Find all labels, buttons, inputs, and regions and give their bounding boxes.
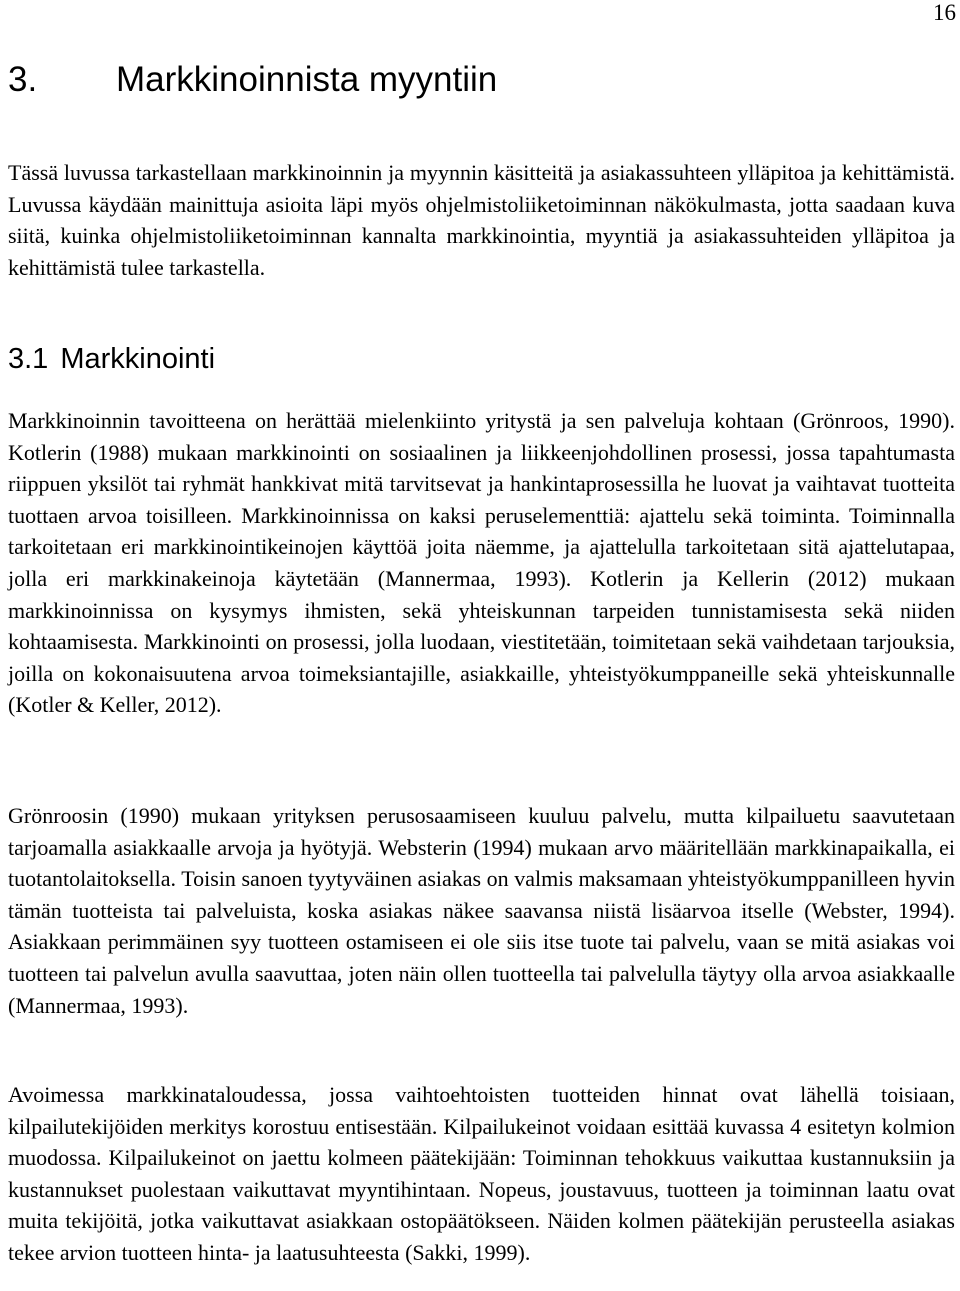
body-paragraph: Markkinoinnin tavoitteena on herättää mielenkiinto yritystä ja sen palveluja kohtaan (Grönroos, 1990). Kotlerin (1988) mukaan markkinointi on sosiaalinen ja liikkeenjohdollinen prosessi, jossa tapahtumasta riippuen yksilöt tai ryhmät hankkivat mitä tarvitsevat ja hankintaprosessilla he luovat ja vaihtavat tuotteita tuottaen arvoa toisilleen. Markkinoinnissa on kaksi peruselementtiä: ajattelu sekä toiminta. Toiminnalla tarkoitetaan eri markkinointikeinojen käyttöä joita näemme, ja ajattelulla tarkoitetaan sitä ajattelutapaa, jolla eri markkinakeinoja käytetään (Mannermaa, 1993). Kotlerin ja Kellerin (2012) mukaan markkinoinnissa on kysymys ihmisten, sekä yhteiskunnan tarpeiden tunnistamisesta sekä niiden kohtaamisesta. Markkinointi on prosessi, jolla luodaan, viestitetään, toimitetaan sekä vaihdetaan tarjouksia, joilla on kokonaisuutena arvoa toimeksiantajille, asiakkaille, yhteistyökumppaneille sekä yhteiskunnalle (Kotler & Keller, 2012). <box>8 408 955 718</box>
chapter-title: Markkinoinnista myyntiin <box>116 60 498 99</box>
intro-paragraph: Tässä luvussa tarkastellaan markkinoinnin ja myynnin käsitteitä ja asiakassuhteen ylläpitoa ja kehittämistä. Luvussa käydään mainittuja asioita läpi myös ohjelmistoliiketoiminnan näkökulmasta, jotta saadaan kuva siitä, kuinka ohjelmistoliiketoiminnan kannalta markkinointia, myyntiä ja asiakassuhteiden ylläpitoa ja kehittämistä tulee tarkastella. <box>8 160 955 280</box>
section-number: 3.1 <box>8 343 49 375</box>
page-number: 16 <box>933 0 956 25</box>
chapter-heading <box>8 58 497 102</box>
section-title: Markkinointi <box>60 343 216 375</box>
body-paragraph: Avoimessa markkinataloudessa, jossa vaihtoehtoisten tuotteiden hinnat ovat lähellä toisiaan, kilpailutekijöiden merkitys korostuu entisestään. Kilpailukeinot voidaan esittää kuvassa 4 esitetyn kolmion muodossa. Kilpailukeinot on jaettu kolmeen päätekijään: Toiminnan tehokkuus vaikuttaa kustannuksiin ja kustannukset puolestaan vaikuttavat myyntihintaan. Nopeus, joustavuus, tuotteen ja toiminnan laatu ovat muita tekijöitä, jotka vaikuttavat asiakkaan ostopäätökseen. Näiden kolmen päätekijän perusteella asiakas tekee arvion tuotteen hinta- ja laatusuhteesta (Sakki, 1999). <box>8 1082 955 1265</box>
section-heading <box>8 341 215 377</box>
body-paragraph: Grönroosin (1990) mukaan yrityksen perusosaamiseen kuuluu palvelu, mutta kilpailuetu saavutetaan tarjoamalla asiakkaalle arvoja ja hyötyjä. Websterin (1994) mukaan arvo määritellään markkinapaikalla, ei tuotantolaitoksella. Toisin sanoen tyytyväinen asiakas on valmis maksamaan yhteistyökumppanilleen hyvin tämän tuotteista tai palveluista, koska asiakas näkee saavansa niistä lisäarvoa itselle (Webster, 1994). Asiakkaan perimmäinen syy tuotteen ostamiseen ei ole siis itse tuote tai palvelu, vaan se mitä asiakas voi tuotteen tai palvelun avulla saavuttaa, joten näin ollen tuotteella tai palvelulla täytyy olla arvoa asiakkaalle (Mannermaa, 1993). <box>8 803 955 1018</box>
chapter-number: 3. <box>8 60 38 99</box>
